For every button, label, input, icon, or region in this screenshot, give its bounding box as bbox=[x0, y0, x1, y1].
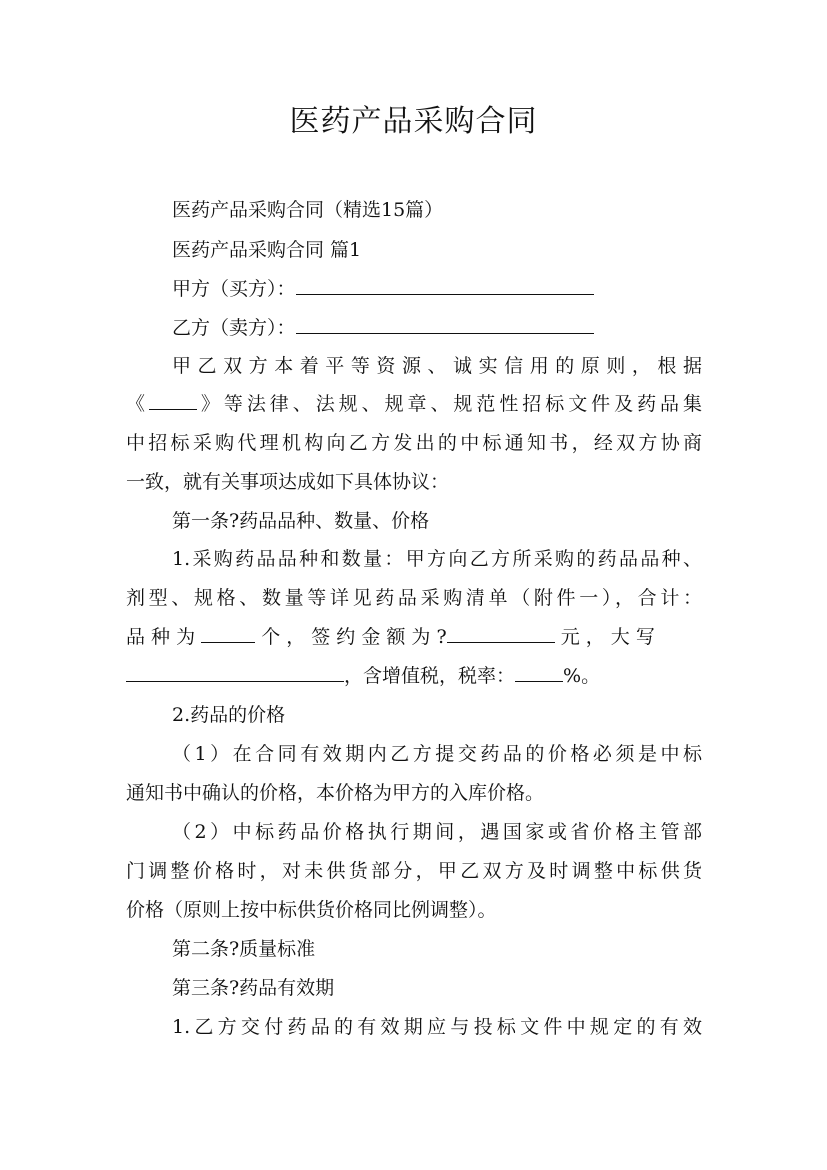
article-3-title: 第三条?药品有效期 bbox=[172, 977, 335, 999]
law-name-blank bbox=[149, 391, 197, 410]
contract-amount-blank bbox=[447, 624, 555, 643]
amount-in-words-blank bbox=[126, 663, 344, 682]
price-clause-2-line-1: （2）中标药品价格执行期间，遇国家或省价格主管部 bbox=[172, 821, 702, 843]
document-title: 医药产品采购合同 bbox=[289, 104, 538, 139]
chapter-heading: 医药产品采购合同 篇1 bbox=[172, 239, 362, 261]
article-1-item-1-line-4: ，含增值税，税率： %。 bbox=[126, 663, 702, 689]
article-1-title: 第一条?药品品种、数量、价格 bbox=[172, 510, 430, 532]
party-a-label: 甲方（买方）： bbox=[172, 278, 296, 300]
party-a-line bbox=[172, 276, 702, 302]
price-clause-2-line-2: 门调整价格时，对未供货部分，甲乙双方及时调整中标供货 bbox=[126, 860, 702, 882]
article-1-item-1-line-2: 剂型、规格、数量等详见药品采购清单（附件一），合计： bbox=[126, 587, 702, 609]
party-a-blank bbox=[296, 276, 594, 295]
party-b-line bbox=[172, 315, 702, 341]
price-clause-1-line-1: （1）在合同有效期内乙方提交药品的价格必须是中标 bbox=[172, 743, 702, 765]
document-subtitle: 医药产品采购合同（精选15篇） bbox=[172, 199, 444, 221]
preamble-line-4: 一致，就有关事项达成如下具体协议： bbox=[126, 471, 450, 493]
preamble-line-1: 甲乙双方本着平等资源、诚实信用的原则，根据 bbox=[172, 355, 702, 377]
price-clause-2-line-3: 价格（原则上按中标供货价格同比例调整）。 bbox=[126, 899, 497, 921]
tax-rate-blank bbox=[515, 663, 563, 682]
article-2-title: 第二条?质量标准 bbox=[172, 938, 316, 960]
article-1-item-1-line-3: 品 种 为 个 ， 签 约 金 额 为 ? 元 ， 大 写 bbox=[126, 626, 655, 648]
article-1-item-1-line-1: 1.采购药品品种和数量：甲方向乙方所采购的药品品种、 bbox=[172, 548, 702, 570]
party-b-label: 乙方（卖方）： bbox=[172, 317, 296, 339]
variety-count-blank bbox=[201, 624, 255, 643]
article-1-item-2-title: 2.药品的价格 bbox=[172, 704, 286, 726]
party-b-blank bbox=[296, 315, 594, 334]
preamble-line-3: 中招标采购代理机构向乙方发出的中标通知书，经双方协商 bbox=[126, 432, 702, 454]
price-clause-1-line-2: 通知书中确认的价格，本价格为甲方的入库价格。 bbox=[126, 782, 545, 804]
article-3-item-1-line-1: 1.乙方交付药品的有效期应与投标文件中规定的有效 bbox=[172, 1016, 702, 1038]
preamble-line-2: 《 》等法律、法规、规章、规范性招标文件及药品集 bbox=[126, 393, 702, 415]
